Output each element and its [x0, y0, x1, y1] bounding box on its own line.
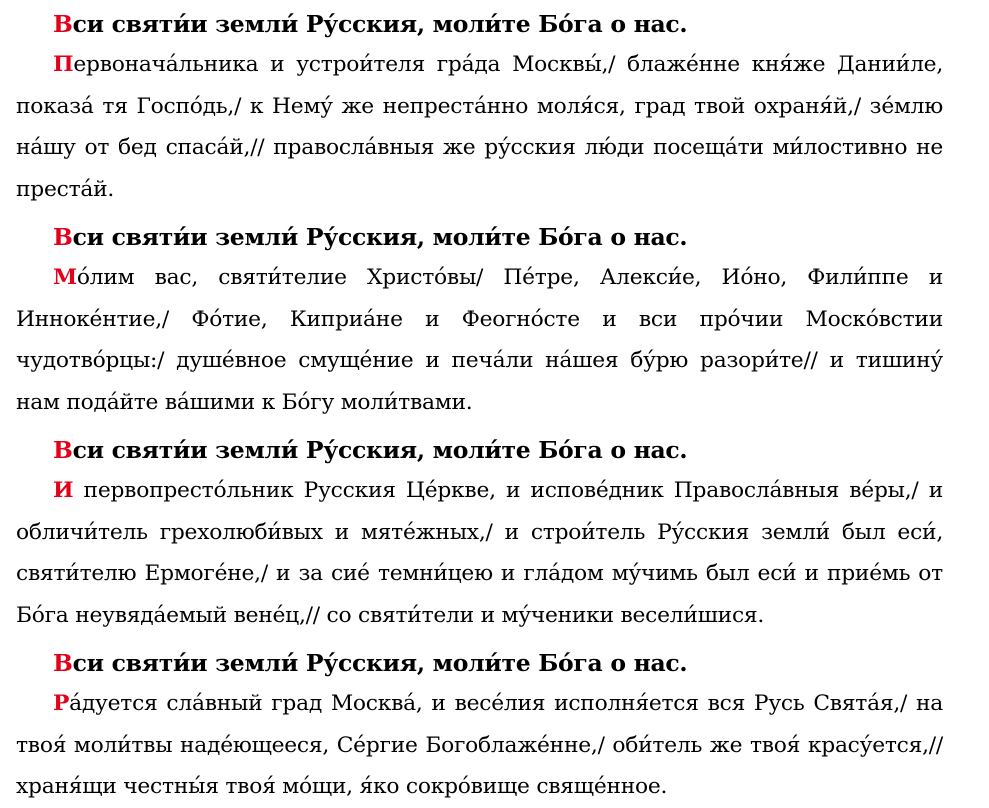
red-initial: М — [53, 265, 77, 290]
refrain-text: си святи́и земли́ Ру́сския, моли́те Бо́га о нас. — [72, 10, 688, 38]
red-initial: И — [53, 478, 74, 503]
troparion-verse — [16, 44, 943, 210]
refrain-text: си святи́и земли́ Ру́сския, моли́те Бо́га о нас. — [72, 649, 688, 677]
verse-text: а́дуется сла́вный град Москва́, и весе́лия исполня́ется вся Русь Свята́я,/ на твоя́ моли́твы наде́ющееся, Се́ргие Богоблаже́нне,/ оби́тель же твоя́ красу́ется,// храня́щи честны́я твоя́ мо́щи, я́ко сокро́вище свяще́нное. — [16, 691, 943, 799]
prayer-block-3 — [16, 430, 943, 636]
troparion-verse — [16, 683, 943, 808]
verse-text: первопресто́льник Русския Це́ркве, и испове́дник Правосла́вныя ве́ры,/ и обличи́тель грехолюби́вых и мяте́жных,/ и строи́тель Ру́сския земли́ был еси́, святи́телю Ермоге́не,/ и за сие́ темни́цею и гла́дом му́чимь был еси́ и прие́мь от Бо́га неувяда́емый вене́ц,// со святи́тели и му́ченики весели́шися. — [16, 478, 943, 628]
verse-text: ервонача́льника и устрои́теля гра́да Москвы́,/ блаже́нне кня́же Дании́ле, показа́ тя Госпо́дь,/ к Нему́ же непреста́нно моля́ся, град твой охраня́й,/ зе́млю на́шу от бед спаса́й,// правосла́вныя же ру́сския лю́ди посеща́ти ми́лостивно не преста́й. — [16, 52, 943, 202]
red-initial: В — [53, 436, 73, 464]
red-initial: В — [53, 223, 73, 251]
red-initial: В — [53, 10, 73, 38]
refrain-text: си святи́и земли́ Ру́сския, моли́те Бо́га о нас. — [72, 223, 688, 251]
red-initial: П — [53, 52, 74, 77]
prayer-block-1 — [16, 4, 943, 210]
troparion-verse — [16, 470, 943, 636]
red-initial: Р — [53, 691, 70, 716]
verse-text: о́лим вас, святи́телие Христо́вы/ Пе́тре, Алекси́е, Ио́но, Фили́ппе и Инноке́нтие,/ Фо́тие, Киприа́не и Феогно́сте и вси про́чии Моско́встии чудотво́рцы:/ душе́вное смуще́ние и печа́ли на́шея бу́рю разори́те// и тишину́ нам пода́йте ва́шими к Бо́гу моли́твами. — [16, 265, 943, 415]
red-initial: В — [53, 649, 73, 677]
prayer-block-4 — [16, 643, 943, 808]
refrain-line — [16, 430, 943, 470]
refrain-line — [16, 217, 943, 257]
refrain-text: си святи́и земли́ Ру́сския, моли́те Бо́га о нас. — [72, 436, 688, 464]
refrain-line — [16, 4, 943, 44]
prayer-block-2 — [16, 217, 943, 423]
refrain-line — [16, 643, 943, 683]
troparion-verse — [16, 257, 943, 423]
